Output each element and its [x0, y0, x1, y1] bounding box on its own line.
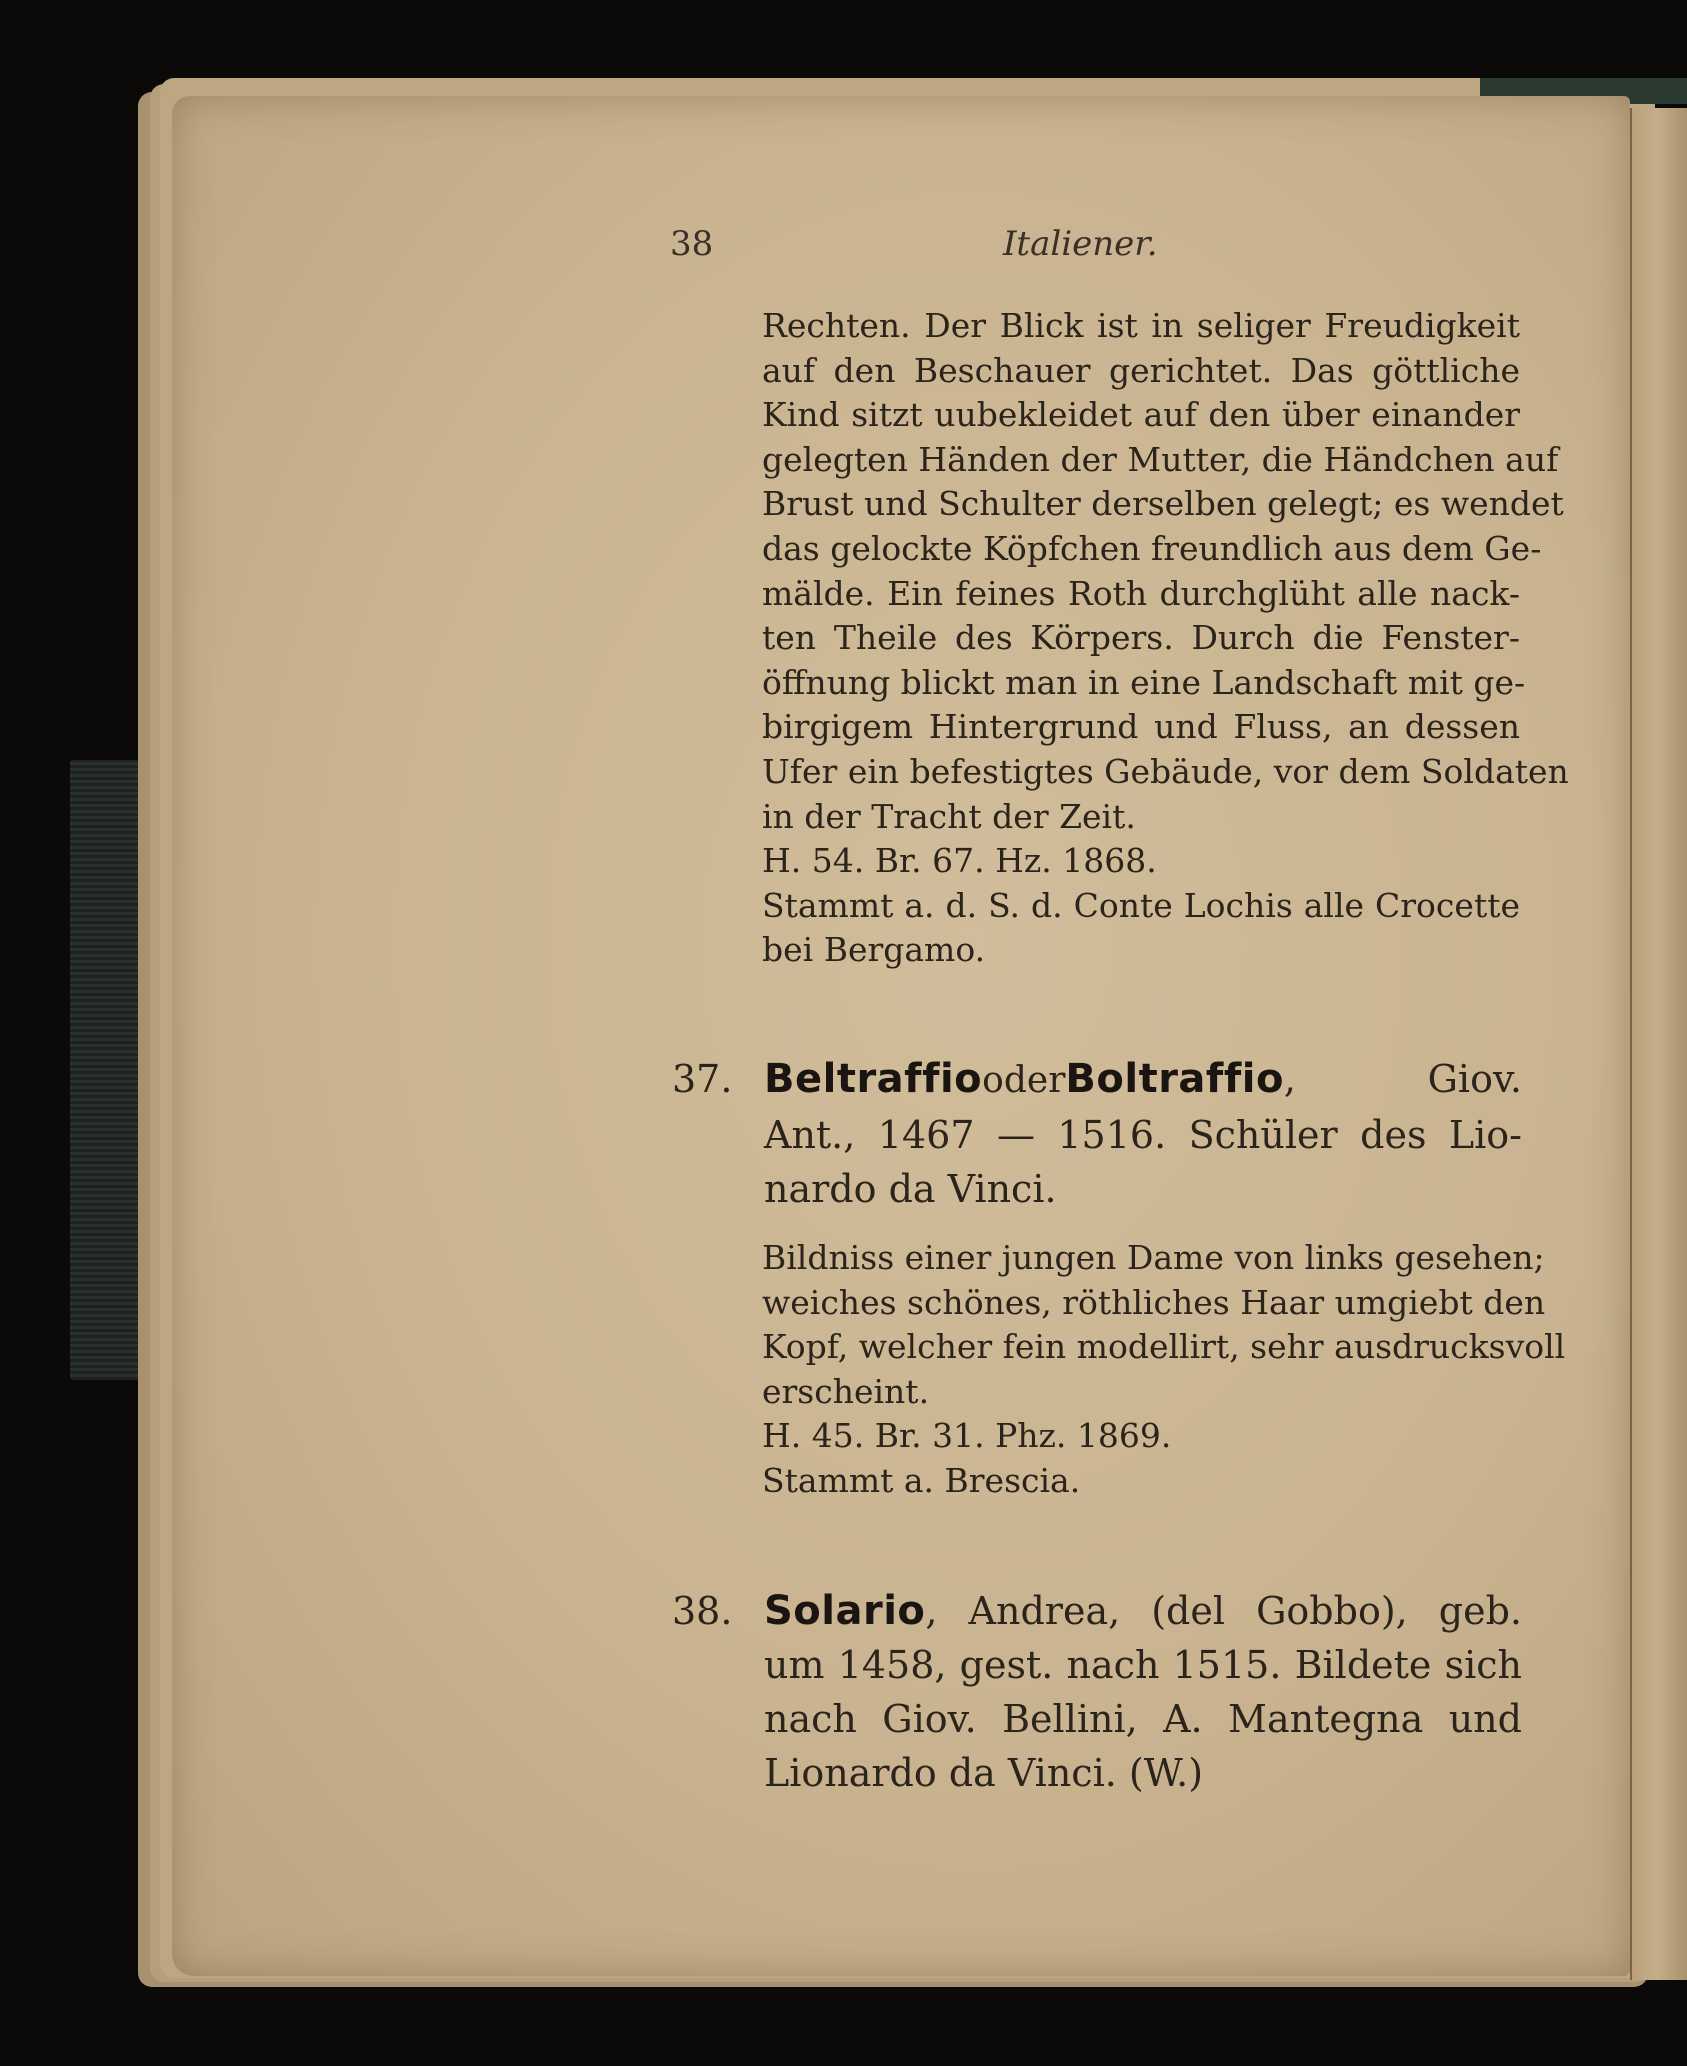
text-line: Kind sitzt uubekleidet auf den über einander: [762, 395, 1520, 435]
intro-paragraph: [762, 304, 1569, 973]
text-line: mälde. Ein feines Roth durchglüht alle nack-: [762, 573, 1520, 613]
connector-word: oder: [982, 1060, 1066, 1101]
page-number: 38: [670, 224, 714, 264]
text-line: ten Theile des Körpers. Durch die Fenster-: [762, 618, 1520, 658]
heading-line: [764, 1584, 1522, 1638]
text-line: weiches schönes, röthliches Haar umgiebt den: [762, 1282, 1546, 1322]
provenance-line: Stammt a. Brescia.: [762, 1460, 1081, 1500]
text-line: in der Tracht der Zeit.: [762, 796, 1136, 836]
provenance-line: bei Bergamo.: [762, 930, 986, 970]
text-line: Ufer ein befestigtes Gebäude, vor dem Soldaten: [762, 751, 1569, 791]
dimensions-line: H. 54. Br. 67. Hz. 1868.: [762, 841, 1157, 881]
entry-number: 38.: [672, 1589, 733, 1633]
dimensions-line: H. 45. Br. 31. Phz. 1869.: [762, 1416, 1172, 1456]
artist-name-alt: Boltraffio: [1065, 1056, 1284, 1102]
heading-line: [764, 1052, 1522, 1108]
book-cover-edge: [70, 760, 140, 1380]
text-line: öffnung blickt man in eine Landschaft mit ge-: [762, 662, 1526, 702]
heading-line: Lionardo da Vinci. (W.): [764, 1751, 1204, 1795]
text-line: das gelockte Köpfchen freundlich aus dem Ge-: [762, 528, 1542, 568]
text-line: erscheint.: [762, 1371, 930, 1411]
entry-37-description: [762, 1236, 1566, 1504]
text-line: gelegten Händen der Mutter, die Händchen auf: [762, 439, 1559, 479]
running-title: Italiener.: [1003, 224, 1158, 264]
facing-page-edge: [1630, 108, 1687, 1980]
artist-name: Solario: [764, 1588, 926, 1634]
entry-heading: [764, 1052, 1522, 1216]
artist-name: Beltraffio: [764, 1056, 983, 1102]
entry-number: 37.: [672, 1057, 733, 1101]
heading-line: Ant., 1467 — 1516. Schüler des Lio-: [764, 1113, 1522, 1157]
entry-heading: [764, 1584, 1522, 1800]
text-line: Kopf, welcher fein modellirt, sehr ausdrucksvoll: [762, 1327, 1566, 1367]
text-line: birgigem Hintergrund und Fluss, an dessen: [762, 707, 1520, 747]
text-line: auf den Beschauer gerichtet. Das göttliche: [762, 350, 1520, 390]
text-line: Brust und Schulter derselben gelegt; es wendet: [762, 484, 1564, 524]
heading-rest: , Andrea, (del Gobbo), geb.: [925, 1589, 1522, 1633]
provenance-line: Stammt a. d. S. d. Conte Lochis alle Crocette: [762, 885, 1520, 925]
heading-rest: , Giov.: [1283, 1057, 1522, 1101]
text-line: Bildniss einer jungen Dame von links gesehen;: [762, 1238, 1545, 1277]
heading-line: nardo da Vinci.: [764, 1167, 1057, 1211]
heading-line: um 1458, gest. nach 1515. Bildete sich: [764, 1643, 1522, 1687]
text-line: Rechten. Der Blick ist in seliger Freudigkeit: [762, 306, 1520, 345]
heading-line: nach Giov. Bellini, A. Mantegna und: [764, 1697, 1522, 1741]
